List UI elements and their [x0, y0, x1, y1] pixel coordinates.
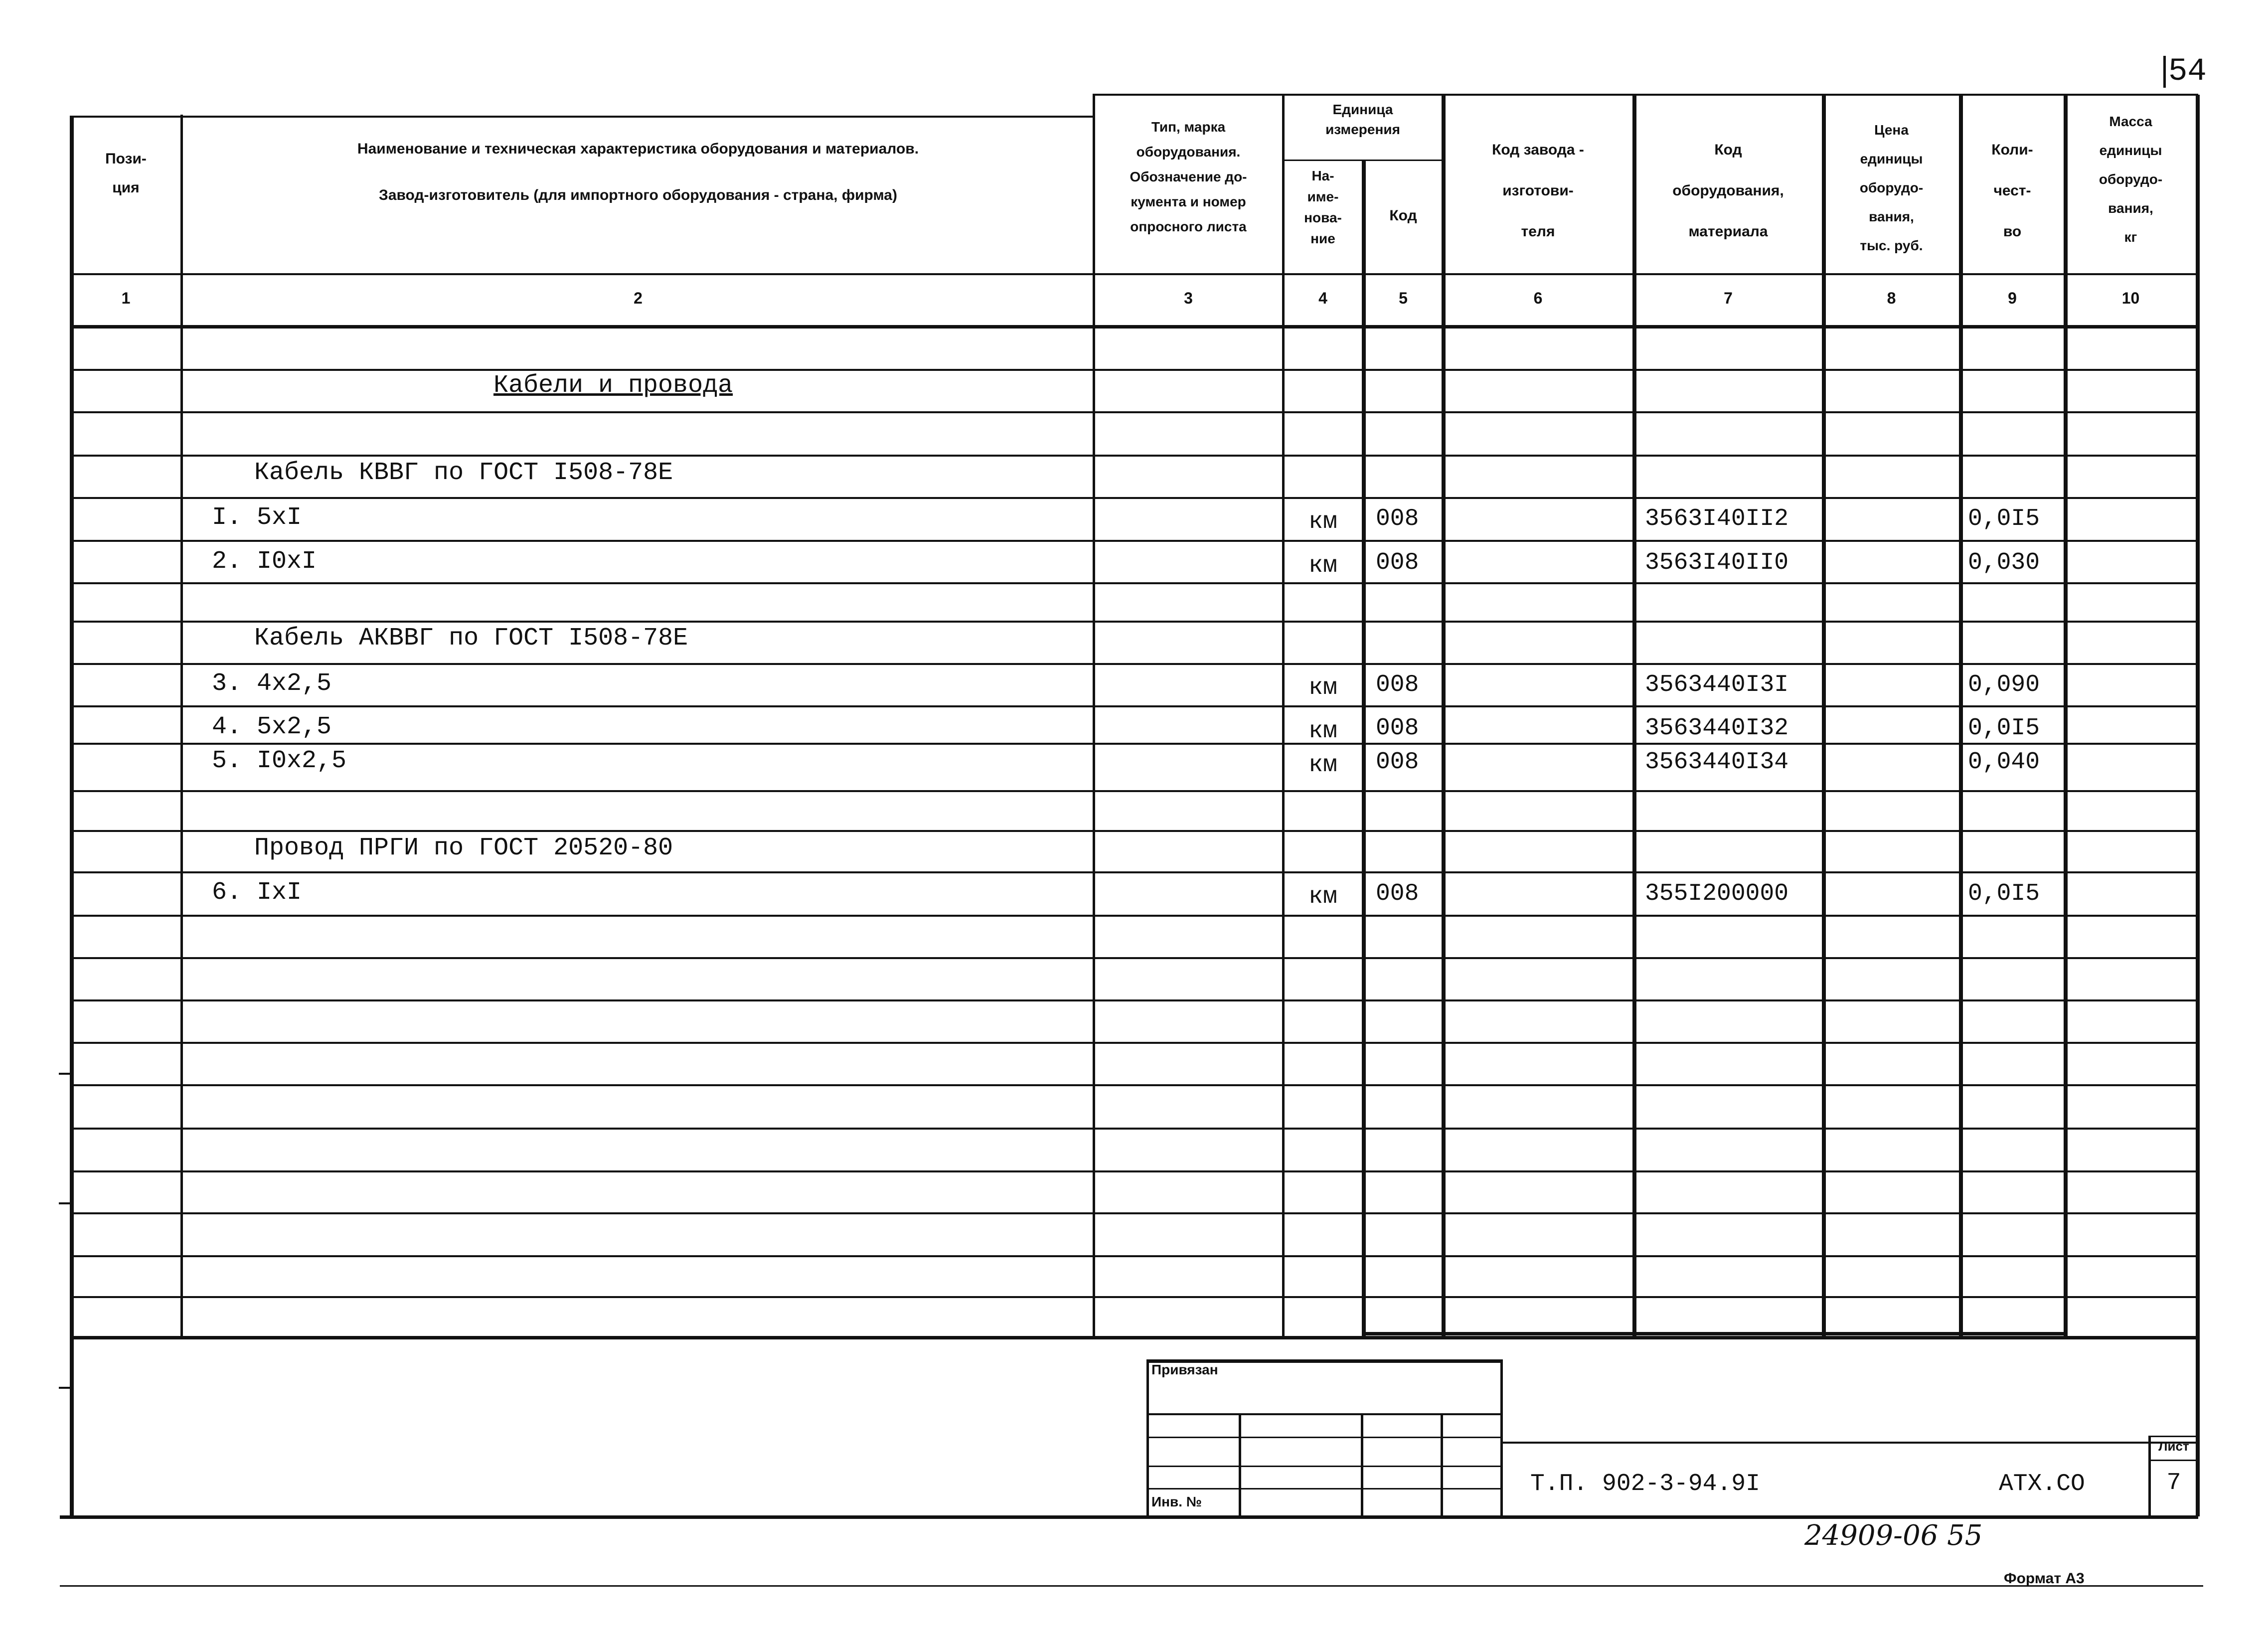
row-material-code: 3563440I3I: [1645, 671, 1789, 698]
colnum-6: 6: [1533, 289, 1543, 307]
row-quantity: 0,030: [1968, 549, 2040, 576]
row-unit-code: 008: [1376, 549, 1419, 576]
row-line: [70, 411, 2198, 413]
row-quantity: 0,040: [1968, 749, 2040, 776]
row-pos-name: 4. 5x2,5: [212, 713, 332, 741]
col-sep-2: [1093, 95, 1095, 1336]
colnum-10: 10: [2121, 289, 2140, 307]
row-unit: км: [1308, 752, 1337, 779]
margin-tick: [59, 1202, 71, 1204]
numbers-row-bottom: [70, 325, 2198, 329]
row-pos-name: 2. I0xI: [212, 547, 317, 576]
col-sep-6: [1632, 95, 1636, 1336]
row-pos-name: 6. IxI: [212, 878, 302, 907]
header-col7: Код оборудования, материала: [1672, 142, 1784, 240]
row-line: [70, 705, 2198, 707]
stamp-vline-1: [1239, 1413, 1241, 1516]
stamp-line-3: [1146, 1466, 1501, 1467]
row-line: [70, 957, 2198, 959]
row-unit-code: 008: [1376, 715, 1419, 742]
row-line: [70, 1128, 2198, 1130]
header-col5: Код: [1389, 207, 1417, 224]
row-line: [70, 871, 2198, 873]
margin-tick: [59, 1387, 71, 1389]
header-col9: Коли- чест- во: [1991, 142, 2033, 240]
sheet-label: Лист: [2158, 1439, 2189, 1454]
col-sep-7: [1822, 95, 1826, 1336]
sheet-cell-top: [2148, 1436, 2198, 1437]
row-line: [70, 582, 2198, 584]
row-line: [70, 915, 2198, 917]
format-line: [60, 1585, 2203, 1587]
row-line: [70, 497, 2198, 499]
table-right-border: [2196, 95, 2200, 1516]
stamp-line-4: [1146, 1488, 1501, 1489]
row-line: [70, 830, 2198, 832]
row-unit: км: [1308, 552, 1337, 579]
stamp-attached-label: Привязан: [1151, 1362, 1218, 1377]
col-sep-4: [1362, 160, 1366, 1336]
row-line: [70, 1042, 2198, 1044]
row-line: [70, 1336, 2198, 1339]
header-bottom-line: [70, 273, 2198, 275]
format-label: Формат А3: [2004, 1570, 2085, 1587]
stamp-inv-label: Инв. №: [1151, 1494, 1202, 1509]
sheet-number: 7: [2166, 1470, 2181, 1496]
row-pos-name: 3. 4x2,5: [212, 669, 332, 698]
header-col3: Тип, марка оборудования. Обозначение до- кумента и номер опросного листа: [1130, 119, 1247, 234]
row-material-code: 3563I40II0: [1645, 549, 1789, 576]
row-unit: км: [1308, 674, 1337, 701]
row-unit-code: 008: [1376, 749, 1419, 776]
unit-group-divider: [1282, 160, 1442, 161]
row-line: [70, 999, 2198, 1001]
row-unit: км: [1308, 883, 1337, 910]
colnum-7: 7: [1724, 289, 1733, 307]
row-line: [70, 455, 2198, 457]
group-title-prgi: Провод ПРГИ по ГОСТ 20520-80: [254, 834, 673, 862]
row-material-code: 3563440I32: [1645, 715, 1789, 742]
page-number-mark: [2163, 56, 2166, 88]
col-sep-3: [1282, 95, 1285, 1336]
row-unit-code: 008: [1376, 880, 1419, 907]
colnum-9: 9: [2008, 289, 2017, 307]
rows-bottom-thick: [1362, 1332, 2067, 1335]
section-title: Кабели и провода: [493, 371, 733, 400]
header-col8: Цена единицы оборудо- вания, тыс. руб.: [1859, 122, 1924, 253]
stamp-vline-3: [1441, 1413, 1443, 1516]
row-pos-name: 5. I0x2,5: [212, 747, 347, 775]
sheet-cell-mid: [2148, 1460, 2198, 1461]
row-line: [70, 540, 2198, 542]
colnum-1: 1: [121, 289, 131, 307]
header-col2: Наименование и техническая характеристика оборудования и материалов. Завод-изготовитель (для импортного оборудования - страна, фирма): [357, 141, 919, 203]
row-quantity: 0,0I5: [1968, 715, 2040, 742]
row-unit-code: 008: [1376, 505, 1419, 532]
col-sep-1: [180, 115, 183, 1336]
row-quantity: 0,0I5: [1968, 505, 2040, 532]
colnum-3: 3: [1184, 289, 1193, 307]
row-line: [70, 1212, 2198, 1214]
handwritten-inventory-code: 24909-06 55: [1804, 1519, 1983, 1552]
header-col1: Пози- ция: [105, 151, 147, 196]
row-line: [70, 621, 2198, 623]
header-col10: Масса единицы оборудо- вания, кг: [2099, 114, 2163, 245]
row-material-code: 3563440I34: [1645, 749, 1789, 776]
group-title-akvvg: Кабель АКВВГ по ГОСТ I508-78Е: [254, 624, 688, 653]
row-line: [70, 1255, 2198, 1257]
header-unit-group: Единица измерения: [1325, 102, 1400, 137]
row-pos-name: I. 5xI: [212, 503, 302, 532]
row-line: [70, 369, 2198, 371]
header-col6: Код завода - изготови- теля: [1492, 142, 1584, 240]
colnum-8: 8: [1887, 289, 1896, 307]
row-quantity: 0,0I5: [1968, 880, 2040, 907]
doc-suffix: АТХ.СО: [1999, 1471, 2085, 1497]
colnum-2: 2: [634, 289, 643, 307]
colnum-4: 4: [1318, 289, 1327, 307]
header-top-line: [1093, 94, 2198, 96]
stamp-line-2: [1146, 1437, 1501, 1438]
doc-code: Т.П. 902-3-94.9I: [1530, 1471, 1760, 1497]
row-line: [70, 790, 2198, 792]
sheet-bottom-line: [60, 1515, 2198, 1519]
stamp-line-1: [1146, 1413, 1501, 1415]
title-cell-top: [1500, 1442, 2198, 1444]
row-line: [70, 1170, 2198, 1172]
row-line: [70, 663, 2198, 665]
sheet-page-number: 54: [2168, 54, 2207, 90]
row-unit: км: [1308, 718, 1337, 745]
col-sep-9: [2064, 95, 2068, 1336]
header-col4: На- име- нова- ние: [1304, 168, 1342, 246]
row-quantity: 0,090: [1968, 671, 2040, 698]
row-line: [70, 1084, 2198, 1086]
row-unit: км: [1308, 508, 1337, 535]
stamp-vline-2: [1361, 1413, 1363, 1516]
row-material-code: 355I200000: [1645, 880, 1789, 907]
colnum-5: 5: [1399, 289, 1408, 307]
col-sep-8: [1959, 95, 1963, 1336]
row-line: [70, 1296, 2198, 1298]
row-material-code: 3563I40II2: [1645, 505, 1789, 532]
row-unit-code: 008: [1376, 671, 1419, 698]
header-top-line-left: [70, 116, 1094, 118]
row-line: [70, 743, 2198, 745]
group-title-kvvg: Кабель КВВГ по ГОСТ I508-78Е: [254, 459, 673, 487]
margin-tick: [59, 1073, 71, 1075]
col-sep-5: [1442, 95, 1446, 1336]
